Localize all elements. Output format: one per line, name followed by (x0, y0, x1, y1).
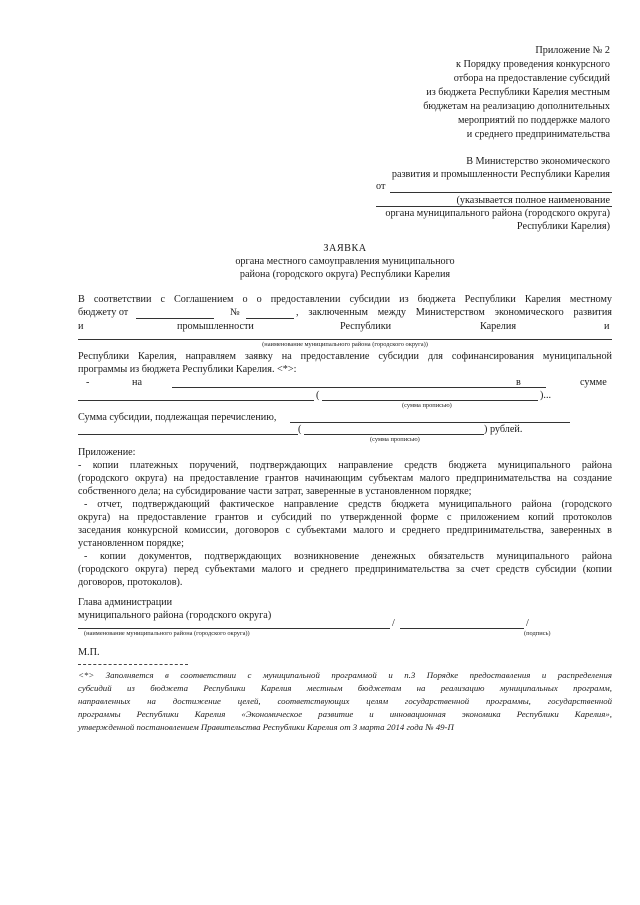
footnote-line-3: направленных на достижение целей, соответствующих целям государственной программы, государственной (78, 696, 612, 706)
body-p2-paren-open: ( (316, 390, 320, 401)
title-main: ЗАЯВКА (323, 243, 367, 254)
attachment-3-line-1: - копии документов, подтверждающих возникновение денежных обязательств муниципального района (84, 551, 612, 562)
addressee-note-2: органа муниципального района (городского округа) (385, 208, 610, 219)
signature-head-2: муниципального района (городского округа) (78, 610, 272, 621)
appendix-line-7: и среднего предпринимательства (466, 129, 610, 140)
program-name-field[interactable] (172, 387, 546, 388)
caption-signature-name: (наименование муниципального района (городского округа)) (84, 630, 250, 637)
subsidy-sum-continue-field[interactable] (78, 434, 298, 435)
body-p1-word-1: и (78, 321, 84, 332)
agreement-date-field[interactable] (136, 318, 214, 319)
body-p2-paren-close: )... (540, 390, 552, 401)
body-p1-word-3: Республики (340, 321, 392, 332)
body-p1-line-2-a: бюджету от (78, 307, 129, 318)
appendix-line-4: из бюджета Республики Карелия местным (426, 87, 610, 98)
body-p2-dash: - (86, 377, 90, 388)
body-p1-line-2-b: , заключенным между Министерством экономического развития (296, 307, 612, 318)
footnote-line-4: программы Республики Карелия «Экономическое развитие и инновационная экономика Республики Карелия», (78, 709, 612, 719)
signature-slash-1: / (392, 618, 395, 629)
body-p1-word-5: и (604, 321, 610, 332)
body-p1-line-2-num: № (230, 307, 240, 318)
program-amount-words-field[interactable] (322, 400, 538, 401)
signature-head-1: Глава администрации (78, 597, 173, 608)
attachment-1-line-3: собственного дела; на субсидирование части затрат, заверенные в установленном порядке; (78, 486, 472, 497)
sum-label: Сумма субсидии, подлежащая перечислению, (78, 412, 277, 423)
body-p2-na: на (132, 377, 142, 388)
addressee-from-label: от (376, 181, 386, 192)
appendix-line-6: мероприятий по поддержке малого (457, 115, 610, 126)
attachments-heading: Приложение: (78, 447, 136, 458)
subsidy-sum-field[interactable] (290, 422, 570, 423)
footnote-line-1: <*> Заполняется в соответствии с муниципальной программой и п.3 Порядке предоставления и распределения (78, 670, 612, 680)
agreement-number-field[interactable] (246, 318, 294, 319)
body-p1-word-2: промышленности (177, 321, 254, 332)
body-p1-word-4: Карелия (480, 321, 517, 332)
attachment-1-line-1: - копии платежных поручений, подтверждающих направление средств бюджета муниципального района (78, 460, 612, 471)
attachment-2-line-4: установленном порядке; (78, 538, 184, 549)
footnote-separator (78, 664, 188, 665)
sum-paren-open: ( (298, 424, 302, 435)
caption-sum-words-1: (сумма прописью) (402, 402, 452, 409)
caption-sum-words-2: (сумма прописью) (370, 436, 420, 443)
appendix-line-3: отбора на предоставление субсидий (453, 73, 610, 84)
sum-paren-close: ) рублей. (484, 424, 523, 435)
addressee-line-1: В Министерство экономического (466, 156, 610, 167)
body-p2-line-2: программы из бюджета Республики Карелия. <*>: (78, 364, 297, 375)
attachment-3-line-2: (городского округа) перед субъектами малого и среднего предпринимательства за счет средств субсидии (копии (78, 564, 612, 575)
municipality-name-field[interactable] (78, 339, 612, 340)
body-p2-summe: сумме (580, 377, 607, 388)
body-p2-v: в (516, 377, 521, 388)
title-sub-1: органа местного самоуправления муниципального (235, 256, 455, 267)
signature-name-field[interactable] (78, 628, 390, 629)
footnote-line-5: утвержденной постановлением Правительства Республики Карелия от 3 марта 2014 года № 49-П (78, 722, 454, 732)
addressee-line-2: развития и промышленности Республики Карелия (391, 169, 610, 180)
title-sub-2: района (городского округа) Республики Карелия (239, 269, 451, 280)
signature-sign-field[interactable] (400, 628, 524, 629)
addressee-note-1: (указывается полное наименование (456, 195, 610, 206)
attachment-2-line-3: заседания конкурсной комиссии, договоров с субъектами малого и среднего предпринимательства, заверенных в (78, 525, 612, 536)
caption-municipality: (наименование муниципального района (городского округа)) (262, 341, 428, 348)
attachment-3-line-3: договоров, протоколов). (78, 577, 183, 588)
addressee-note-3: Республики Карелия) (516, 221, 610, 232)
caption-signature-sign: (подпись) (524, 630, 551, 637)
signature-slash-2: / (526, 618, 529, 629)
attachment-1-line-2: (городского округа) на предоставление грантов начинающим субъектам малого предпринимательства на создание (78, 473, 612, 484)
footnote-line-2: субсидий из бюджета Республики Карелия местным бюджетам на реализацию муниципальных программ, (78, 683, 612, 693)
program-amount-field[interactable] (78, 400, 314, 401)
appendix-line-2: к Порядку проведения конкурсного (455, 59, 610, 70)
subsidy-sum-words-field[interactable] (304, 434, 484, 435)
stamp-label: М.П. (78, 647, 100, 658)
addressee-from-line[interactable] (390, 192, 612, 193)
appendix-line-5: бюджетам на реализацию дополнительных (423, 101, 610, 112)
body-p1-line-1: В соответствии с Соглашением о о предоставлении субсидии из бюджета Республики Карелия местному (78, 294, 612, 305)
body-p2-line-1: Республики Карелия, направляем заявку на предоставление субсидии для софинансирования муниципальной (78, 351, 612, 362)
appendix-line-1: Приложение № 2 (535, 45, 610, 56)
attachment-2-line-2: округа) на предоставление грантов и субсидий по утвержденной форме с приложением копий протоколов (78, 512, 612, 523)
attachment-2-line-1: - отчет, подтверждающий фактическое направление средств бюджета муниципального района (городского (84, 499, 612, 510)
